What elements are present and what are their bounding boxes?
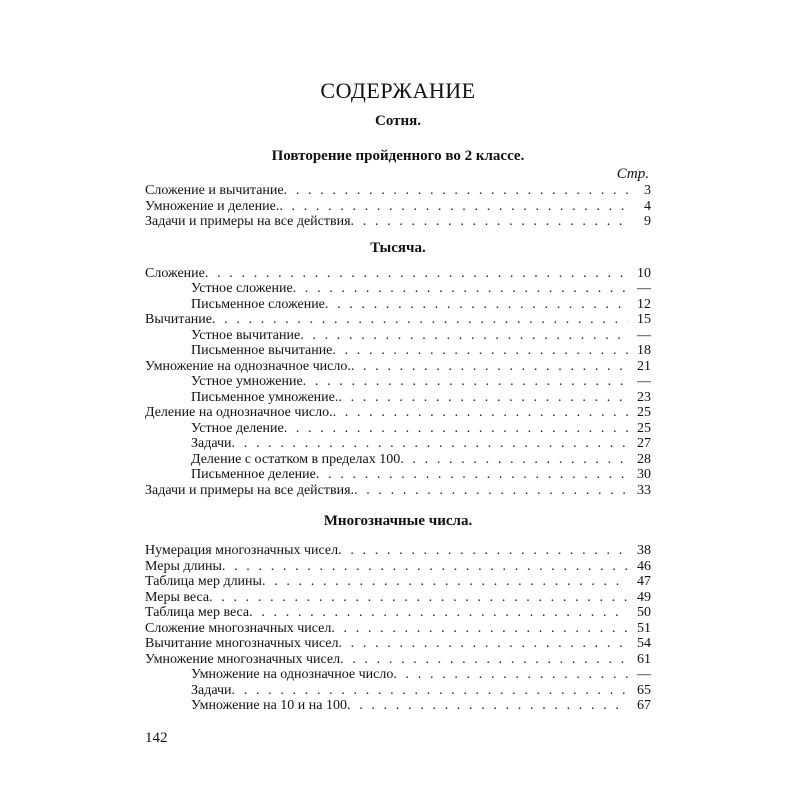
page-column-label: Стр. bbox=[616, 166, 649, 182]
toc-entry-page: 23 bbox=[637, 389, 651, 405]
dot-leader bbox=[205, 266, 628, 282]
toc-subentry bbox=[145, 467, 651, 483]
toc-entry-text: Задачи bbox=[191, 682, 232, 698]
toc-subentry bbox=[145, 281, 651, 297]
toc-entry-text: Сложение многозначных чисел bbox=[145, 620, 332, 636]
toc-entry-text: Умножение на 10 и на 100 bbox=[191, 698, 347, 713]
toc-subentry bbox=[145, 297, 651, 313]
dot-leader bbox=[232, 436, 628, 452]
toc-subentry bbox=[145, 343, 651, 359]
toc-entry-page: 18 bbox=[637, 343, 651, 358]
toc-entry-page: 10 bbox=[637, 265, 651, 281]
toc-entry-text: Устное деление bbox=[191, 420, 284, 436]
toc-subentry bbox=[145, 452, 651, 468]
toc-entry-page: 49 bbox=[637, 589, 651, 605]
toc-entry bbox=[145, 183, 651, 199]
toc-entry-page: 47 bbox=[637, 574, 651, 589]
dot-leader bbox=[338, 390, 628, 406]
toc-entry-text: Умножение многозначных чисел bbox=[145, 651, 341, 667]
toc-entry bbox=[145, 574, 651, 590]
dot-leader bbox=[316, 467, 628, 483]
toc-entry-text: Устное умножение bbox=[191, 374, 303, 389]
toc-entry-page: 30 bbox=[637, 467, 651, 482]
toc-entry bbox=[145, 652, 651, 668]
section-heading-mnogoznachnye: Многозначные числа. bbox=[323, 513, 473, 529]
toc-subentry bbox=[145, 683, 651, 699]
toc-entry-page: 46 bbox=[637, 558, 651, 574]
dot-leader bbox=[354, 483, 628, 499]
toc-entry-text: Умножение на однозначное число. bbox=[145, 358, 351, 374]
dot-leader bbox=[232, 683, 628, 699]
toc-entry-text: Письменное вычитание bbox=[191, 343, 333, 358]
toc-entry bbox=[145, 266, 651, 282]
toc-list-mnogoznachnye bbox=[145, 543, 651, 714]
dot-leader bbox=[262, 574, 628, 590]
toc-subentry bbox=[145, 698, 651, 714]
toc-entry bbox=[145, 359, 651, 375]
toc-entry-page: 54 bbox=[637, 636, 651, 651]
toc-entry-page: 33 bbox=[637, 482, 651, 498]
toc-entry-page: 65 bbox=[637, 682, 651, 698]
toc-entry-text: Вычитание bbox=[145, 312, 212, 327]
dot-leader bbox=[333, 405, 628, 421]
dot-leader bbox=[351, 214, 628, 230]
dot-leader bbox=[338, 543, 628, 559]
dot-leader bbox=[300, 328, 628, 344]
toc-entry-text: Сложение и вычитание bbox=[145, 183, 284, 198]
toc-entry-text: Деление с остатком в пределах 100 bbox=[191, 451, 401, 467]
toc-page bbox=[145, 76, 651, 714]
toc-entry-text: Сложение bbox=[145, 265, 205, 281]
toc-list-sotnya bbox=[145, 183, 651, 230]
toc-list-tysyacha bbox=[145, 266, 651, 499]
toc-entry bbox=[145, 590, 651, 606]
toc-entry bbox=[145, 559, 651, 575]
toc-entry bbox=[145, 199, 651, 215]
toc-entry-page: 38 bbox=[637, 543, 651, 558]
toc-entry-text: Устное сложение bbox=[191, 281, 293, 296]
toc-entry-text: Умножение на однозначное число bbox=[191, 667, 394, 682]
toc-entry-page: 15 bbox=[637, 312, 651, 327]
toc-subentry bbox=[145, 667, 651, 683]
toc-entry bbox=[145, 621, 651, 637]
section-heading-tysyacha: Тысяча. bbox=[370, 239, 426, 256]
toc-entry-text: Таблица мер длины bbox=[145, 574, 262, 589]
toc-entry bbox=[145, 214, 651, 230]
toc-entry bbox=[145, 605, 651, 621]
dot-leader bbox=[325, 297, 628, 313]
toc-entry-page: 3 bbox=[644, 183, 651, 198]
toc-entry bbox=[145, 543, 651, 559]
toc-entry-text: Задачи и примеры на все действия bbox=[145, 214, 351, 229]
page-number: 142 bbox=[145, 730, 168, 746]
toc-entry-text: Письменное умножение. bbox=[191, 389, 339, 405]
toc-entry-page: 27 bbox=[637, 436, 651, 451]
toc-entry-text: Нумерация многозначных чисел bbox=[145, 543, 339, 558]
dot-leader bbox=[338, 636, 628, 652]
dot-leader bbox=[393, 667, 628, 683]
toc-entry-text: Меры длины bbox=[145, 558, 222, 574]
toc-entry-text: Меры веса bbox=[145, 589, 210, 605]
toc-entry-page: 9 bbox=[644, 214, 651, 229]
dot-leader bbox=[331, 621, 628, 637]
toc-subentry bbox=[145, 374, 651, 390]
toc-entry-page: 67 bbox=[637, 698, 651, 713]
dot-leader bbox=[340, 652, 628, 668]
toc-entry-text: Письменное деление bbox=[191, 467, 316, 482]
dot-leader bbox=[293, 281, 628, 297]
toc-entry bbox=[145, 636, 651, 652]
toc-entry-page: 12 bbox=[637, 296, 651, 312]
toc-entry-text: Вычитание многозначных чисел bbox=[145, 636, 339, 651]
toc-entry-page: — bbox=[637, 327, 651, 343]
toc-subentry bbox=[145, 421, 651, 437]
toc-entry bbox=[145, 312, 651, 328]
section-heading-sotnya: Сотня. bbox=[374, 113, 421, 129]
toc-entry-text: Умножение и деление. bbox=[145, 198, 280, 214]
toc-entry bbox=[145, 405, 651, 421]
toc-entry-text: Деление на однозначное число. bbox=[145, 405, 333, 420]
toc-subentry bbox=[145, 390, 651, 406]
dot-leader bbox=[332, 343, 628, 359]
toc-entry-page: 61 bbox=[637, 651, 651, 667]
section-subheading-repetition: Повторение пройденного во 2 классе. bbox=[271, 148, 525, 164]
dot-leader bbox=[209, 590, 628, 606]
dot-leader bbox=[303, 374, 628, 390]
toc-entry-page: 25 bbox=[637, 420, 651, 436]
toc-entry-page: 51 bbox=[637, 620, 651, 636]
toc-entry-text: Устное вычитание bbox=[191, 327, 301, 343]
toc-entry-text: Задачи bbox=[191, 436, 232, 451]
dot-leader bbox=[279, 199, 628, 215]
toc-entry-text: Таблица мер веса bbox=[145, 605, 250, 620]
toc-subentry bbox=[145, 328, 651, 344]
dot-leader bbox=[284, 421, 628, 437]
toc-entry bbox=[145, 483, 651, 499]
dot-leader bbox=[249, 605, 628, 621]
dot-leader bbox=[347, 698, 628, 714]
page-title: СОДЕРЖАНИЕ bbox=[320, 78, 476, 103]
toc-entry-page: — bbox=[637, 374, 651, 389]
dot-leader bbox=[222, 559, 628, 575]
dot-leader bbox=[351, 359, 628, 375]
toc-entry-page: 21 bbox=[637, 358, 651, 374]
toc-entry-page: 50 bbox=[637, 605, 651, 620]
toc-entry-page: 28 bbox=[637, 451, 651, 467]
toc-subentry bbox=[145, 436, 651, 452]
dot-leader bbox=[284, 183, 628, 199]
dot-leader bbox=[400, 452, 628, 468]
toc-entry-page: 4 bbox=[644, 198, 651, 214]
dot-leader bbox=[212, 312, 628, 328]
toc-entry-page: — bbox=[637, 667, 651, 682]
toc-entry-text: Задачи и примеры на все действия. bbox=[145, 482, 355, 498]
toc-entry-page: 25 bbox=[637, 405, 651, 420]
toc-entry-text: Письменное сложение bbox=[191, 296, 325, 312]
toc-entry-page: — bbox=[637, 281, 651, 296]
